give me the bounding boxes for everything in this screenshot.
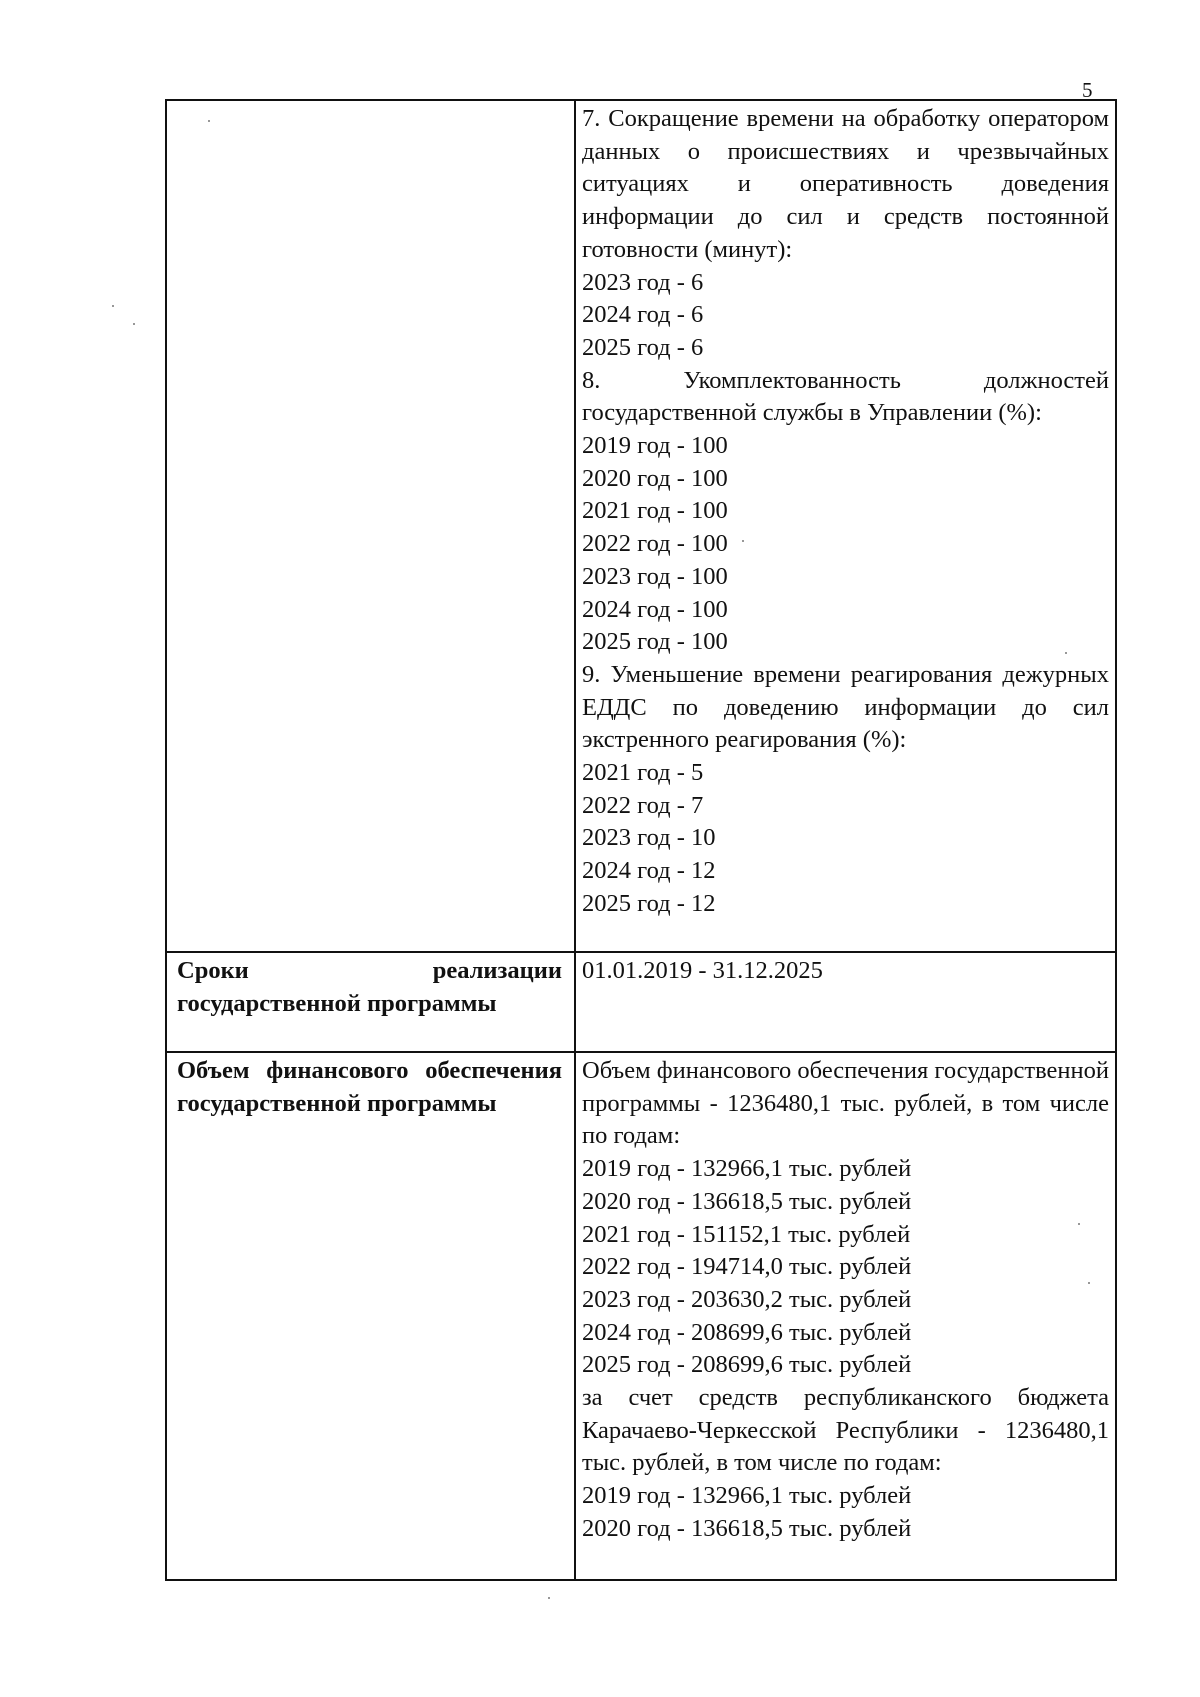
indicator-8-year: 2022 год - 100 — [582, 530, 728, 558]
funding-year: 2025 год - 208699,6 тыс. рублей — [582, 1351, 912, 1379]
funding-regional-year: 2020 год - 136618,5 тыс. рублей — [582, 1514, 912, 1542]
indicator-8-text: 8. Укомплектованность должностей государственной службы в Управлении (%): — [582, 366, 1109, 427]
indicator-9-year: 2023 год - 10 — [582, 824, 716, 852]
scan-speck — [1065, 652, 1067, 654]
period-label: Сроки реализации государственной программы — [166, 952, 575, 1052]
scan-speck — [133, 323, 135, 325]
indicator-8-year: 2025 год - 100 — [582, 628, 728, 656]
indicator-7-year: 2025 год - 6 — [582, 333, 704, 361]
scan-speck — [742, 540, 744, 542]
indicator-7-text: 7. Сокращение времени на обработку оператором данных о происшествиях и чрезвычайных ситуациях и оперативность доведения информации до сил и средств постоянной готовности (минут): — [582, 105, 1109, 263]
indicators-cell — [575, 100, 1116, 952]
indicator-8-year: 2020 год - 100 — [582, 464, 728, 492]
program-passport-table — [165, 99, 1117, 1581]
table-row-indicators — [166, 100, 1116, 952]
page-number: 5 — [1082, 78, 1093, 102]
indicator-8-year: 2023 год - 100 — [582, 562, 728, 590]
indicator-8-year: 2021 год - 100 — [582, 497, 728, 525]
indicator-9-year: 2025 год - 12 — [582, 889, 716, 917]
funding-year: 2021 год - 151152,1 тыс. рублей — [582, 1220, 911, 1248]
scan-speck — [1088, 1282, 1090, 1284]
scan-speck — [112, 305, 114, 307]
table-row-funding — [166, 1052, 1116, 1580]
funding-total-text: Объем финансового обеспечения государственной программы - 1236480,1 тыс. рублей, в том числе по годам: — [582, 1057, 1109, 1150]
period-value: 01.01.2019 - 31.12.2025 — [575, 952, 1116, 1052]
funding-year: 2022 год - 194714,0 тыс. рублей — [582, 1253, 912, 1281]
funding-regional-year: 2019 год - 132966,1 тыс. рублей — [582, 1482, 912, 1510]
indicator-9-year: 2021 год - 5 — [582, 759, 704, 787]
funding-year: 2024 год - 208699,6 тыс. рублей — [582, 1318, 912, 1346]
indicator-8-year: 2024 год - 100 — [582, 595, 728, 623]
indicator-7-year: 2024 год - 6 — [582, 301, 704, 329]
indicator-7-year: 2023 год - 6 — [582, 268, 704, 296]
funding-year: 2019 год - 132966,1 тыс. рублей — [582, 1155, 912, 1183]
indicator-9-year: 2024 год - 12 — [582, 857, 716, 885]
funding-year: 2020 год - 136618,5 тыс. рублей — [582, 1187, 912, 1215]
funding-cell — [575, 1052, 1116, 1580]
funding-label: Объем финансового обеспечения государственной программы — [166, 1052, 575, 1580]
funding-year: 2023 год - 203630,2 тыс. рублей — [582, 1285, 912, 1313]
row-label-empty — [166, 100, 575, 952]
scan-speck — [1078, 1223, 1080, 1225]
table-row-period — [166, 952, 1116, 1052]
indicator-8-year: 2019 год - 100 — [582, 432, 728, 460]
scan-speck — [208, 120, 210, 122]
indicator-9-text: 9. Уменьшение времени реагирования дежурных ЕДДС по доведению информации до сил экстренного реагирования (%): — [582, 660, 1109, 754]
scan-speck — [548, 1597, 550, 1599]
indicator-9-year: 2022 год - 7 — [582, 791, 704, 819]
funding-regional-budget-text: за счет средств республиканского бюджета Карачаево-Черкесской Республики - 1236480,1 тыс. рублей, в том числе по годам: — [582, 1384, 1109, 1477]
